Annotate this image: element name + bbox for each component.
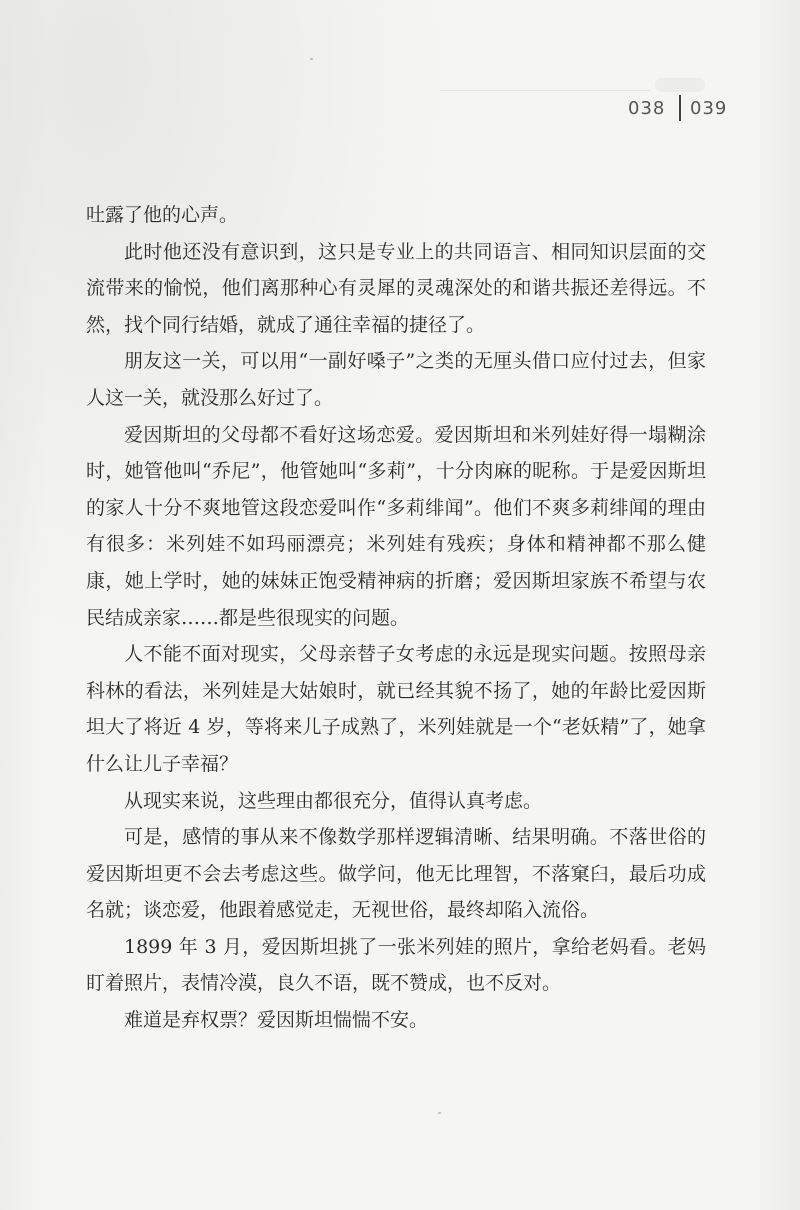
paragraph: 朋友这一关，可以用“一副好嗓子”之类的无厘头借口应付过去，但家人这一关，就没那么好过了。 [86, 350, 706, 409]
paragraph: 1899 年 3 月，爱因斯坦挑了一张米列娃的照片，拿给老妈看。老妈盯着照片，表情冷漠，良久不语，既不赞成，也不反对。 [86, 935, 706, 995]
paragraph: 此时他还没有意识到，这只是专业上的共同语言、相同知识层面的交流带来的愉悦，他们离那种心有灵犀的灵魂深处的和谐共振还差得远。不然，找个同行结婚，就成了通往幸福的捷径了。 [86, 240, 706, 336]
scan-speck [310, 58, 313, 60]
header-rule [440, 90, 650, 91]
page-number-right: 039 [690, 98, 728, 119]
header-ornament [655, 78, 705, 92]
paragraph: 人不能不面对现实，父母亲替子女考虑的永远是现实问题。按照母亲科林的看法，米列娃是大姑娘时，就已经其貌不扬了，她的年龄比爱因斯坦大了将近 4 岁，等将来儿子成熟了，米列娃就是一个“老妖精”了，她拿什么让儿子幸福？ [86, 643, 706, 775]
scan-speck [438, 1112, 441, 1114]
paragraph: 从现实来说，这些理由都很充分，值得认真考虑。 [124, 789, 543, 812]
paragraph: 可是，感情的事从来不像数学那样逻辑清晰、结果明确。不落世俗的爱因斯坦更不会去考虑这些。做学问，他无比理智，不落窠臼，最后功成名就；谈恋爱，他跟着感觉走，无视世俗，最终却陷入流俗。 [86, 826, 706, 922]
paragraph: 难道是弃权票？爱因斯坦惴惴不安。 [124, 1009, 429, 1032]
running-header-decoration [440, 78, 720, 96]
body-text [86, 197, 706, 1039]
paragraph: 爱因斯坦的父母都不看好这场恋爱。爱因斯坦和米列娃好得一塌糊涂时，她管他叫“乔尼”，他管她叫“多莉”，十分肉麻的昵称。于是爱因斯坦的家人十分不爽地管这段恋爱叫作“多莉绯闻”。他们不爽多莉绯闻的理由有很多：米列娃不如玛丽漂亮；米列娃有残疾；身体和精神都不那么健康，她上学时，她的妹妹正饱受精神病的折磨；爱因斯坦家族不希望与农民结成亲家……都是些很现实的问题。 [86, 423, 706, 629]
page-number-separator [679, 95, 681, 121]
paragraph: 吐露了他的心声。 [86, 204, 239, 226]
page-number-left: 038 [628, 98, 666, 119]
